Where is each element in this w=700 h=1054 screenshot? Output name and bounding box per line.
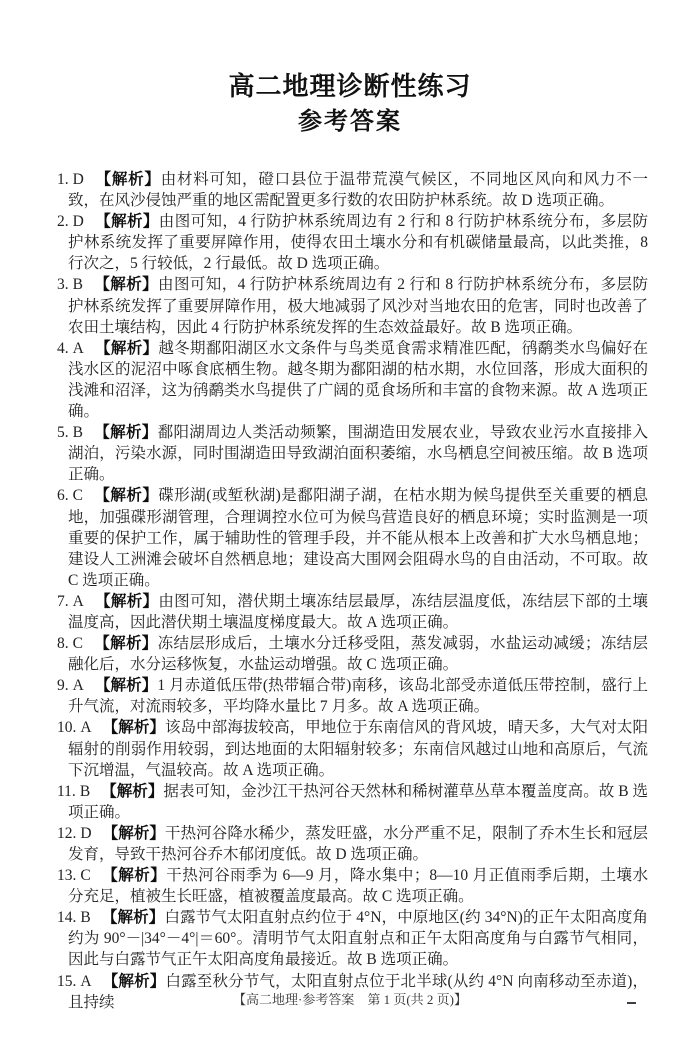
item-answer: B xyxy=(72,424,83,442)
item-number: 13. xyxy=(57,867,77,885)
item-analysis-text: 白露至秋分节气，太阳直射点位于北半球(从约 4°N 向南移动至赤道)，且持续 xyxy=(68,972,648,1011)
scanned-answer-page xyxy=(0,71,700,1054)
answer-item-4 xyxy=(57,338,648,422)
item-number: 8. xyxy=(57,635,69,653)
item-analysis-text: 干热河谷雨季为 6—9 月，降水集中；8—10 月正值雨季后期，土壤水分充足，植被生长旺盛，植被覆盖度最高。故 C 选项正确。 xyxy=(68,867,648,906)
analysis-label: 【解析】 xyxy=(93,424,158,442)
item-analysis-text: 碟形湖(或堑秋湖)是鄱阳湖子湖，在枯水期为候鸟提供至关重要的栖息地，加强碟形湖管理，合理调控水位可为候鸟营造良好的栖息环境；实时监测是一项重要的保护工作，属于辅助性的管理手段，并不能从根本上改善和扩大水鸟栖息地；建设人工洲滩会破坏自然栖息地；建设高大围网会阻碍水鸟的自由活动，不可取。故 C 选项正确。 xyxy=(68,487,648,589)
item-analysis-text: 据表可知，金沙江干热河谷天然林和稀树灌草丛草本覆盖度高。故 B 选项正确。 xyxy=(68,782,648,821)
item-analysis-text: 由材料可知，磴口县位于温带荒漠气候区，不同地区风向和风力不一致，在风沙侵蚀严重的地区需配置更多行数的农田防护林系统。故 D 选项正确。 xyxy=(68,171,648,210)
item-answer: A xyxy=(72,677,84,695)
item-answer: D xyxy=(80,824,92,842)
item-answer: C xyxy=(80,867,91,885)
item-number: 3. xyxy=(57,276,69,294)
footer-text: 【高二地理·参考答案 第 1 页(共 2 页)】 xyxy=(233,992,467,1007)
answer-item-11 xyxy=(57,781,648,823)
item-answer: C xyxy=(72,487,83,505)
answer-item-2 xyxy=(57,211,648,274)
item-answer: A xyxy=(72,592,84,610)
item-number: 10. xyxy=(57,719,77,737)
answer-item-8 xyxy=(57,633,648,675)
item-analysis-text: 越冬期鄱阳湖区水文条件与鸟类觅食需求精准匹配，鸻鹬类水鸟偏好在浅水区的泥沼中啄食底栖生物。越冬期为鄱阳湖的枯水期，水位回落，形成大面积的浅滩和沼泽，这为鸻鹬类水鸟提供了广阔的觅食场所和丰富的食物来源。故 A 选项正确。 xyxy=(68,339,648,421)
page-footer xyxy=(0,992,700,1008)
item-answer: C xyxy=(72,635,83,653)
item-number: 11. xyxy=(57,782,76,800)
item-number: 15. xyxy=(57,972,77,990)
item-analysis-text: 白露节气太阳直射点约位于 4°N，中原地区(约 34°N)的正午太阳高度角约为 90°－|34°－4°|＝60°。清明节气太阳直射点和正午太阳高度角与白露节气相同，因此与白露节气正午太阳高度角最接近。故 B 选项正确。 xyxy=(68,909,648,969)
answer-list xyxy=(0,169,700,1013)
analysis-label: 【解析】 xyxy=(94,213,159,231)
item-number: 5. xyxy=(57,424,69,442)
item-number: 14. xyxy=(57,909,77,927)
analysis-label: 【解析】 xyxy=(101,909,165,927)
analysis-label: 【解析】 xyxy=(93,276,159,294)
item-number: 4. xyxy=(57,339,69,357)
answer-item-5 xyxy=(57,422,648,485)
item-number: 7. xyxy=(57,592,69,610)
analysis-label: 【解析】 xyxy=(93,635,158,653)
answer-item-7 xyxy=(57,591,648,633)
item-answer: D xyxy=(72,213,84,231)
item-analysis-text: 鄱阳湖周边人类活动频繁，围湖造田发展农业，导致农业污水直接排入湖泊，污染水源，同时围湖造田导致湖泊面积萎缩，水鸟栖息空间被压缩。故 B 选项正确。 xyxy=(68,424,648,484)
answer-item-3 xyxy=(57,274,648,337)
answer-item-1 xyxy=(57,169,648,211)
answer-item-14 xyxy=(57,907,648,970)
item-analysis-text: 干热河谷降水稀少，蒸发旺盛，水分严重不足，限制了乔木生长和冠层发育，导致干热河谷乔木郁闭度低。故 D 选项正确。 xyxy=(68,824,648,863)
item-answer: A xyxy=(72,339,84,357)
item-answer: A xyxy=(80,719,92,737)
item-number: 12. xyxy=(57,824,77,842)
analysis-label: 【解析】 xyxy=(94,677,158,695)
analysis-label: 【解析】 xyxy=(102,972,166,990)
analysis-label: 【解析】 xyxy=(94,339,159,357)
item-answer: B xyxy=(80,909,91,927)
page-title: 高二地理诊断性练习 xyxy=(228,71,472,101)
page-subtitle: 参考答案 xyxy=(298,108,402,135)
item-analysis-text: 该岛中部海拔较高，甲地位于东南信风的背风坡，晴天多，大气对太阳辐射的削弱作用较弱，到达地面的太阳辐射较多；东南信风越过山地和高原后，气流下沉增温，气温较高。故 A 选项正确。 xyxy=(68,719,648,779)
answer-item-12 xyxy=(57,823,648,865)
item-answer: B xyxy=(72,276,83,294)
page-edge-dash-mark xyxy=(627,1002,636,1004)
analysis-label: 【解析】 xyxy=(102,719,165,737)
item-analysis-text: 1 月赤道低压带(热带辐合带)南移，该岛北部受赤道低压带控制，盛行上升气流，对流雨较多，平均降水量比 7 月多。故 A 选项正确。 xyxy=(68,677,648,716)
item-analysis-text: 冻结层形成后，土壤水分迁移受阻，蒸发减弱，水盐运动减缓；冻结层融化后，水分运移恢复，水盐运动增强。故 C 选项正确。 xyxy=(68,635,648,674)
item-answer: A xyxy=(80,972,92,990)
item-number: 2. xyxy=(57,213,69,231)
answer-item-6 xyxy=(57,485,648,590)
analysis-label: 【解析】 xyxy=(94,171,161,188)
item-answer: B xyxy=(79,782,91,800)
answer-item-10 xyxy=(57,717,648,780)
analysis-label: 【解析】 xyxy=(101,867,167,885)
analysis-label: 【解析】 xyxy=(102,824,165,842)
item-number: 9. xyxy=(57,677,69,695)
analysis-label: 【解析】 xyxy=(94,592,159,610)
analysis-label: 【解析】 xyxy=(93,487,159,505)
analysis-label: 【解析】 xyxy=(101,782,164,800)
answer-item-9 xyxy=(57,675,648,717)
item-answer: D xyxy=(72,171,84,188)
item-analysis-text: 由图可知，4 行防护林系统周边有 2 行和 8 行防护林系统分布，多层防护林系统发挥了重要屏障作用，极大地减弱了风沙对当地农田的危害，同时也改善了农田土壤结构，因此 4 行防护林系统发挥的生态效益最好。故 B 选项正确。 xyxy=(68,276,648,336)
item-number: 1. xyxy=(57,171,69,188)
item-analysis-text: 由图可知，潜伏期土壤冻结层最厚，冻结层温度低，冻结层下部的土壤温度高，因此潜伏期土壤温度梯度最大。故 A 选项正确。 xyxy=(68,592,648,631)
item-analysis-text: 由图可知，4 行防护林系统周边有 2 行和 8 行防护林系统分布，多层防护林系统发挥了重要屏障作用，使得农田土壤水分和有机碳储量最高，以此类推，8 行次之，5 行较低，2 行最低。故 D 选项正确。 xyxy=(68,213,648,273)
item-number: 6. xyxy=(57,487,69,505)
answer-item-13 xyxy=(57,865,648,907)
